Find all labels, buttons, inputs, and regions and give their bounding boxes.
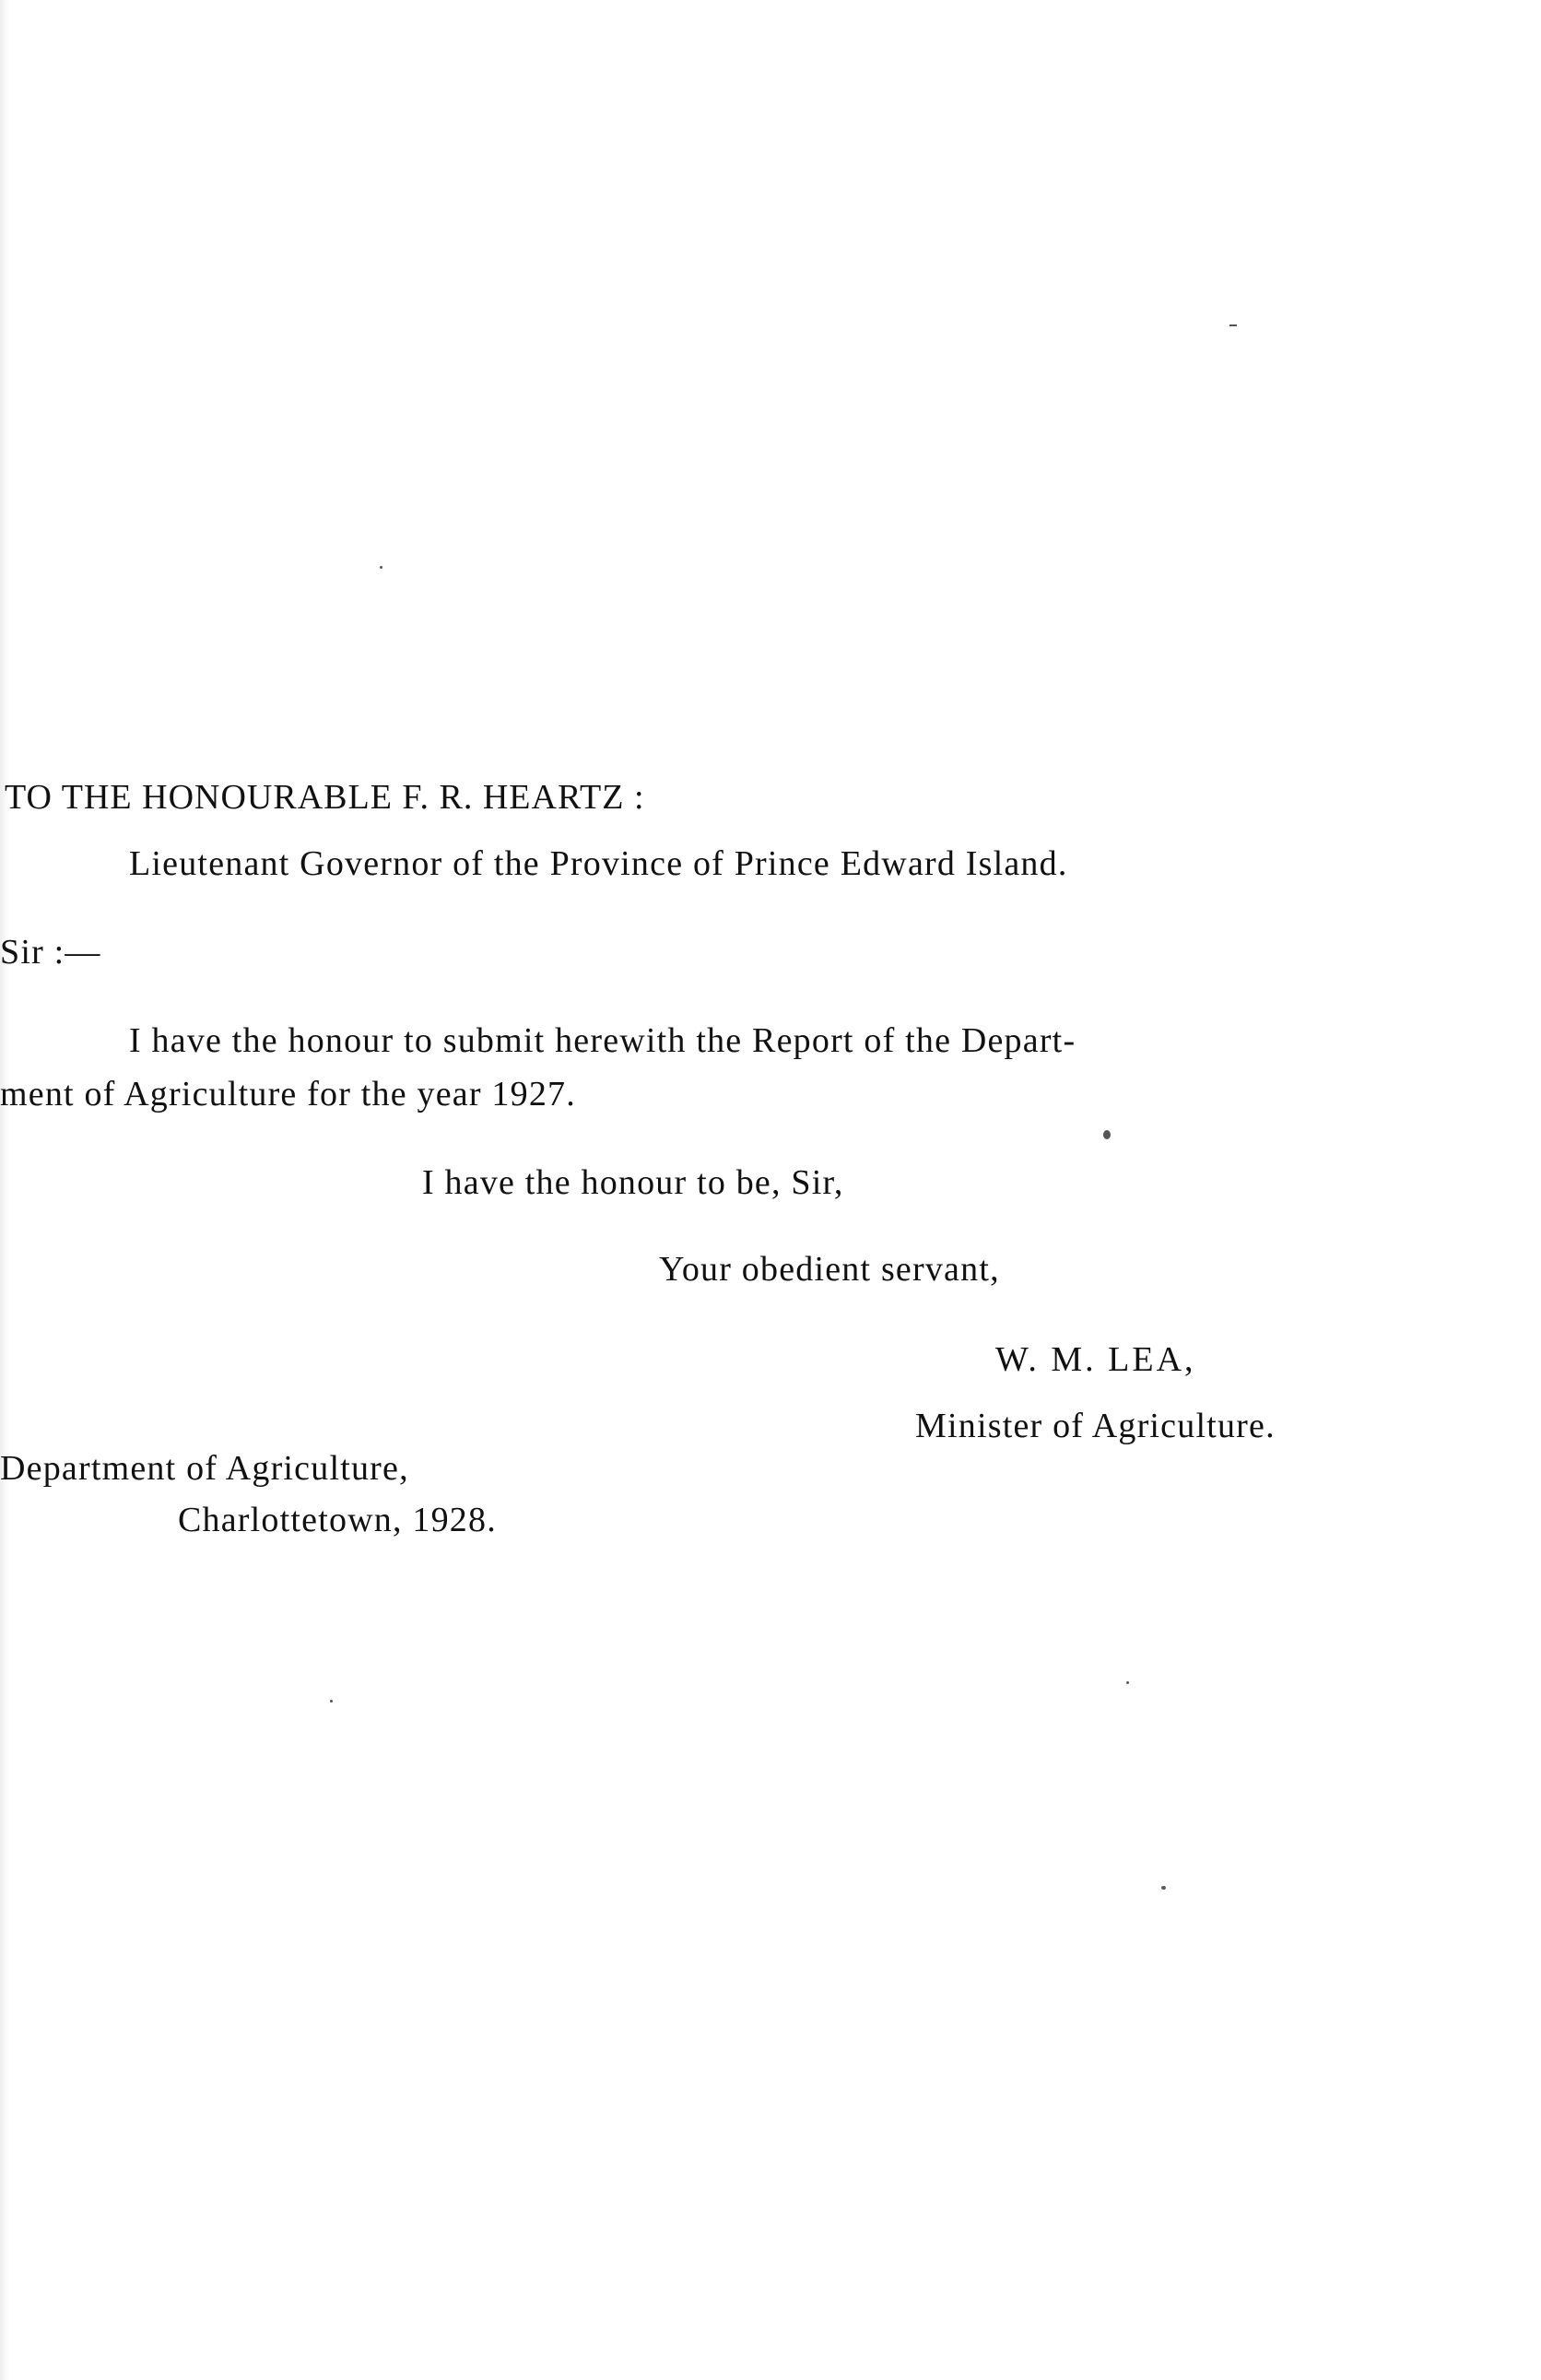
scan-speck (380, 566, 382, 569)
place-line-2: Charlottetown, 1928. (178, 1501, 497, 1539)
closing-line: I have the honour to be, Sir, (422, 1163, 844, 1202)
scan-speck (1161, 1886, 1166, 1890)
scan-speck (330, 1700, 333, 1703)
place-line-1: Department of Agriculture, (0, 1449, 409, 1488)
valediction-line: Your obedient servant, (659, 1250, 1000, 1289)
body-paragraph-line-1: I have the honour to submit herewith the Report of the Depart- (129, 1021, 1076, 1060)
body-paragraph-line-2: ment of Agriculture for the year 1927. (0, 1075, 576, 1113)
scan-speck (1103, 1130, 1111, 1139)
salutation-line: Sir :— (0, 933, 101, 972)
scan-edge-shadow (0, 0, 9, 2380)
addressee-line: TO THE HONOURABLE F. R. HEARTZ : (5, 778, 645, 817)
addressee-title-line: Lieutenant Governor of the Province of Prince Edward Island. (129, 844, 1068, 883)
scan-speck (1126, 1681, 1129, 1684)
signature-name: W. M. LEA, (995, 1340, 1196, 1379)
signature-title: Minister of Agriculture. (915, 1407, 1276, 1445)
scan-speck (1229, 324, 1237, 326)
